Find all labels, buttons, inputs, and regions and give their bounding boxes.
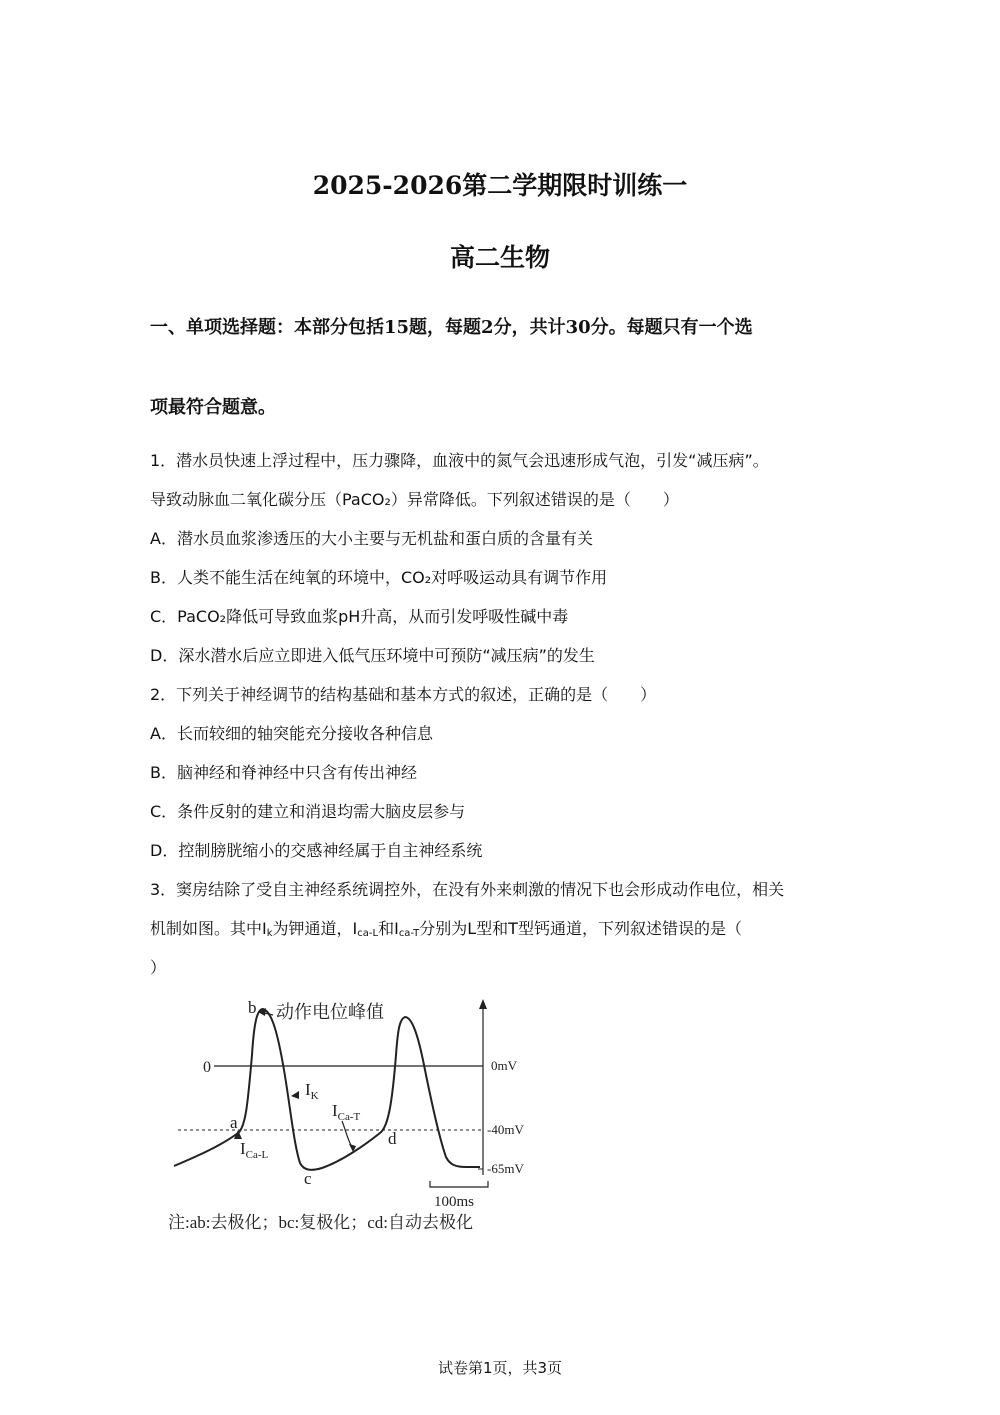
q2-option-c: C．条件反射的建立和消退均需大脑皮层参与: [150, 802, 466, 821]
point-b-label: b: [248, 998, 257, 1017]
point-c-label: c: [304, 1169, 312, 1188]
q1-option-d: D．深水潜水后应立即进入低气压环境中可预防“减压病”的发生: [150, 646, 595, 665]
q2-option-b: B．脑神经和脊神经中只含有传出神经: [150, 763, 417, 782]
q3-stem-part-a: 机制如图。其中I: [150, 919, 267, 938]
icat-main: I: [332, 1101, 338, 1120]
section-heading-line2: 项最符合题意。: [150, 397, 276, 418]
q1-option-b: B．人类不能生活在纯氧的环境中，CO₂对呼吸运动具有调节作用: [150, 568, 608, 587]
ik-label: [305, 1080, 319, 1102]
scale-label: 100ms: [434, 1194, 475, 1210]
q2-option-a: A．长而较细的轴突能充分接收各种信息: [150, 724, 433, 743]
q3-stem-part-b: 为钾通道，I: [272, 919, 358, 938]
axis-arrow-icon: [479, 999, 487, 1009]
icat-pointer: [342, 1121, 352, 1147]
q3-stem-line1: 3．窦房结除了受自主神经系统调控外，在没有外来刺激的情况下也会形成动作电位，相关: [150, 880, 785, 899]
ik-arrow-icon: [291, 1091, 299, 1099]
action-potential-figure: [160, 995, 540, 1240]
scale-bar: [430, 1181, 488, 1187]
icat-label: [332, 1101, 361, 1123]
ik-sub: K: [310, 1090, 319, 1102]
action-potential-diagram: [160, 995, 540, 1240]
section-heading-line1: 一、单项选择题：本部分包括15题，每题2分，共计30分。每题只有一个选: [150, 317, 753, 338]
q3-stem-part-c: 和I: [378, 919, 399, 938]
q3-stem-line3: ）: [150, 958, 167, 977]
exam-title: 2025-2026第二学期限时训练一: [312, 171, 688, 200]
point-d-label: d: [388, 1129, 397, 1148]
point-a-label: a: [230, 1113, 238, 1132]
peak-label: 动作电位峰值: [276, 1002, 384, 1022]
action-potential-curve: [174, 1009, 480, 1170]
zero-label: 0: [203, 1059, 211, 1076]
y-label-65mv: -65mV: [487, 1161, 524, 1176]
q3-sub-cat: ca-T: [398, 928, 420, 939]
ical-main: I: [240, 1139, 246, 1158]
y-label-0mv: 0mV: [491, 1058, 517, 1073]
ical-sub: Ca-L: [245, 1149, 269, 1161]
icat-sub: Ca-T: [337, 1111, 361, 1123]
q3-sub-cal: ca-L: [357, 928, 379, 939]
ik-main: I: [305, 1080, 311, 1099]
figure-note: 注:ab:去极化；bc:复极化；cd:自动去极化: [168, 1213, 474, 1232]
q1-option-c: C．PaCO₂降低可导致血浆pH升高，从而引发呼吸性碱中毒: [150, 607, 569, 626]
q3-stem-line2: [150, 918, 742, 945]
ical-label: [240, 1139, 269, 1161]
q1-stem-line1: 1．潜水员快速上浮过程中，压力骤降，血液中的氮气会迅速形成气泡，引发“减压病”。: [150, 451, 769, 470]
subject-title: 高二生物: [449, 243, 550, 272]
q2-stem: 2．下列关于神经调节的结构基础和基本方式的叙述，正确的是（ ）: [150, 685, 657, 704]
q1-stem-line2: 导致动脉血二氧化碳分压（PaCO₂）异常降低。下列叙述错误的是（ ）: [150, 490, 679, 509]
q3-sub-k: k: [266, 928, 273, 939]
q1-option-a: A．潜水员血浆渗透压的大小主要与无机盐和蛋白质的含量有关: [150, 529, 593, 548]
q3-stem-part-d: 分别为L型和T型钙通道，下列叙述错误的是（: [419, 919, 742, 938]
page-footer: 试卷第1页，共3页: [437, 1359, 563, 1377]
q2-option-d: D．控制膀胱缩小的交感神经属于自主神经系统: [150, 841, 483, 860]
y-label-40mv: -40mV: [487, 1122, 524, 1137]
